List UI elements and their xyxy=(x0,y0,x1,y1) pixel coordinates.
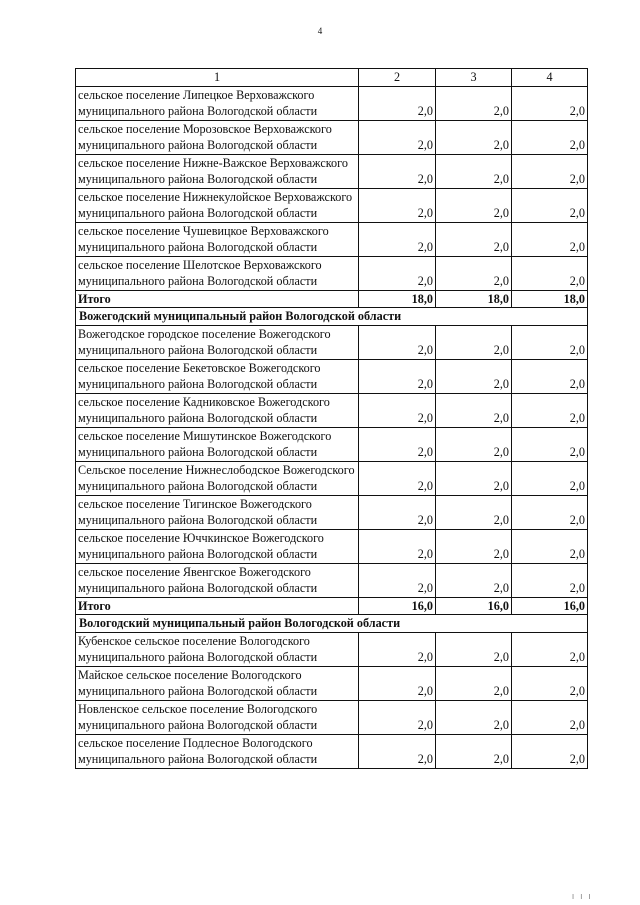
value-cell-c4: 2,0 xyxy=(512,666,588,700)
value-cell-c2: 2,0 xyxy=(359,154,436,188)
value-cell-c3: 2,0 xyxy=(436,700,512,734)
value-cell-c4: 2,0 xyxy=(512,427,588,461)
value-cell-c4: 2,0 xyxy=(512,188,588,222)
column-header: 4 xyxy=(512,69,588,87)
value-cell-c4: 2,0 xyxy=(512,325,588,359)
value-cell-c2: 18,0 xyxy=(359,290,436,308)
settlement-name: сельское поселение Тигинское Вожегодского муниципального района Вологодской области xyxy=(76,495,359,529)
value-cell-c4: 2,0 xyxy=(512,222,588,256)
settlement-name: сельское поселение Подлесное Вологодского муниципального района Вологодской области xyxy=(76,734,359,768)
value-cell-c3: 2,0 xyxy=(436,393,512,427)
settlement-name: Майское сельское поселение Вологодского муниципального района Вологодской области xyxy=(76,666,359,700)
value-cell-c3: 2,0 xyxy=(436,427,512,461)
value-cell-c3: 2,0 xyxy=(436,120,512,154)
value-cell-c3: 2,0 xyxy=(436,734,512,768)
value-cell-c4: 2,0 xyxy=(512,120,588,154)
settlement-name: сельское поселение Мишутинское Вожегодского муниципального района Вологодской области xyxy=(76,427,359,461)
total-label: Итого xyxy=(76,290,359,308)
value-cell-c4: 2,0 xyxy=(512,632,588,666)
value-cell-c2: 16,0 xyxy=(359,597,436,615)
settlement-name: Сельское поселение Нижнеслободское Вожегодского муниципального района Вологодской области xyxy=(76,461,359,495)
value-cell-c3: 2,0 xyxy=(436,495,512,529)
settlement-name: сельское поселение Нижне-Важское Верховажского муниципального района Вологодской области xyxy=(76,154,359,188)
value-cell-c2: 2,0 xyxy=(359,393,436,427)
value-cell-c3: 2,0 xyxy=(436,632,512,666)
settlement-name: Кубенское сельское поселение Вологодского муниципального района Вологодской области xyxy=(76,632,359,666)
table-body xyxy=(76,86,588,768)
value-cell-c3: 2,0 xyxy=(436,325,512,359)
value-cell-c4: 2,0 xyxy=(512,256,588,290)
value-cell-c3: 2,0 xyxy=(436,666,512,700)
table-row xyxy=(76,461,588,495)
value-cell-c3: 2,0 xyxy=(436,529,512,563)
value-cell-c4: 2,0 xyxy=(512,461,588,495)
table-row xyxy=(76,495,588,529)
table-row xyxy=(76,120,588,154)
value-cell-c2: 2,0 xyxy=(359,632,436,666)
value-cell-c2: 2,0 xyxy=(359,222,436,256)
value-cell-c3: 2,0 xyxy=(436,256,512,290)
value-cell-c2: 2,0 xyxy=(359,256,436,290)
column-header: 3 xyxy=(436,69,512,87)
value-cell-c3: 2,0 xyxy=(436,154,512,188)
settlement-name: сельское поселение Морозовское Верховажского муниципального района Вологодской области xyxy=(76,120,359,154)
section-header-row xyxy=(76,615,588,633)
value-cell-c2: 2,0 xyxy=(359,461,436,495)
table-row xyxy=(76,563,588,597)
settlement-name: Новленское сельское поселение Вологодского муниципального района Вологодской области xyxy=(76,700,359,734)
table-row xyxy=(76,427,588,461)
value-cell-c2: 2,0 xyxy=(359,188,436,222)
page-number: 4 xyxy=(317,26,323,36)
value-cell-c3: 2,0 xyxy=(436,188,512,222)
value-cell-c3: 16,0 xyxy=(436,597,512,615)
value-cell-c3: 2,0 xyxy=(436,359,512,393)
table-row xyxy=(76,154,588,188)
value-cell-c2: 2,0 xyxy=(359,427,436,461)
settlement-name: Вожегодское городское поселение Вожегодского муниципального района Вологодской области xyxy=(76,325,359,359)
value-cell-c4: 2,0 xyxy=(512,393,588,427)
value-cell-c2: 2,0 xyxy=(359,495,436,529)
value-cell-c3: 2,0 xyxy=(436,563,512,597)
settlement-name: сельское поселение Нижнекулойское Верховажского муниципального района Вологодской области xyxy=(76,188,359,222)
table-row xyxy=(76,700,588,734)
settlement-name: сельское поселение Чушевицкое Верховажского муниципального района Вологодской области xyxy=(76,222,359,256)
value-cell-c3: 2,0 xyxy=(436,461,512,495)
total-row xyxy=(76,290,588,308)
section-header-row xyxy=(76,308,588,326)
value-cell-c2: 2,0 xyxy=(359,529,436,563)
table-row xyxy=(76,222,588,256)
column-header: 1 xyxy=(76,69,359,87)
settlement-name: сельское поселение Липецкое Верховажского муниципального района Вологодской области xyxy=(76,86,359,120)
value-cell-c4: 2,0 xyxy=(512,734,588,768)
value-cell-c2: 2,0 xyxy=(359,359,436,393)
value-cell-c4: 2,0 xyxy=(512,154,588,188)
value-cell-c2: 2,0 xyxy=(359,700,436,734)
value-cell-c2: 2,0 xyxy=(359,120,436,154)
table-row xyxy=(76,734,588,768)
table-row xyxy=(76,529,588,563)
value-cell-c4: 2,0 xyxy=(512,495,588,529)
corner-mark: I I I xyxy=(572,893,593,901)
table-row xyxy=(76,632,588,666)
table-row xyxy=(76,666,588,700)
allocation-table xyxy=(75,68,588,769)
value-cell-c4: 18,0 xyxy=(512,290,588,308)
total-row xyxy=(76,597,588,615)
value-cell-c4: 2,0 xyxy=(512,359,588,393)
table-row xyxy=(76,256,588,290)
value-cell-c4: 16,0 xyxy=(512,597,588,615)
value-cell-c4: 2,0 xyxy=(512,529,588,563)
settlement-name: сельское поселение Шелотское Верховажского муниципального района Вологодской области xyxy=(76,256,359,290)
value-cell-c2: 2,0 xyxy=(359,86,436,120)
value-cell-c2: 2,0 xyxy=(359,325,436,359)
table-row xyxy=(76,188,588,222)
table-header-row xyxy=(76,69,588,87)
value-cell-c3: 18,0 xyxy=(436,290,512,308)
value-cell-c2: 2,0 xyxy=(359,563,436,597)
settlement-name: сельское поселение Бекетовское Вожегодского муниципального района Вологодской области xyxy=(76,359,359,393)
value-cell-c2: 2,0 xyxy=(359,734,436,768)
value-cell-c4: 2,0 xyxy=(512,700,588,734)
table-row xyxy=(76,359,588,393)
value-cell-c4: 2,0 xyxy=(512,86,588,120)
value-cell-c4: 2,0 xyxy=(512,563,588,597)
table-row xyxy=(76,86,588,120)
total-label: Итого xyxy=(76,597,359,615)
settlement-name: сельское поселение Кадниковское Вожегодского муниципального района Вологодской области xyxy=(76,393,359,427)
section-title: Вожегодский муниципальный район Вологодской области xyxy=(76,308,588,326)
settlement-name: сельское поселение Явенгское Вожегодского муниципального района Вологодской области xyxy=(76,563,359,597)
table-row xyxy=(76,325,588,359)
section-title: Вологодский муниципальный район Вологодской области xyxy=(76,615,588,633)
table-row xyxy=(76,393,588,427)
value-cell-c3: 2,0 xyxy=(436,222,512,256)
value-cell-c3: 2,0 xyxy=(436,86,512,120)
column-header: 2 xyxy=(359,69,436,87)
value-cell-c2: 2,0 xyxy=(359,666,436,700)
settlement-name: сельское поселение Юччкинское Вожегодского муниципального района Вологодской области xyxy=(76,529,359,563)
